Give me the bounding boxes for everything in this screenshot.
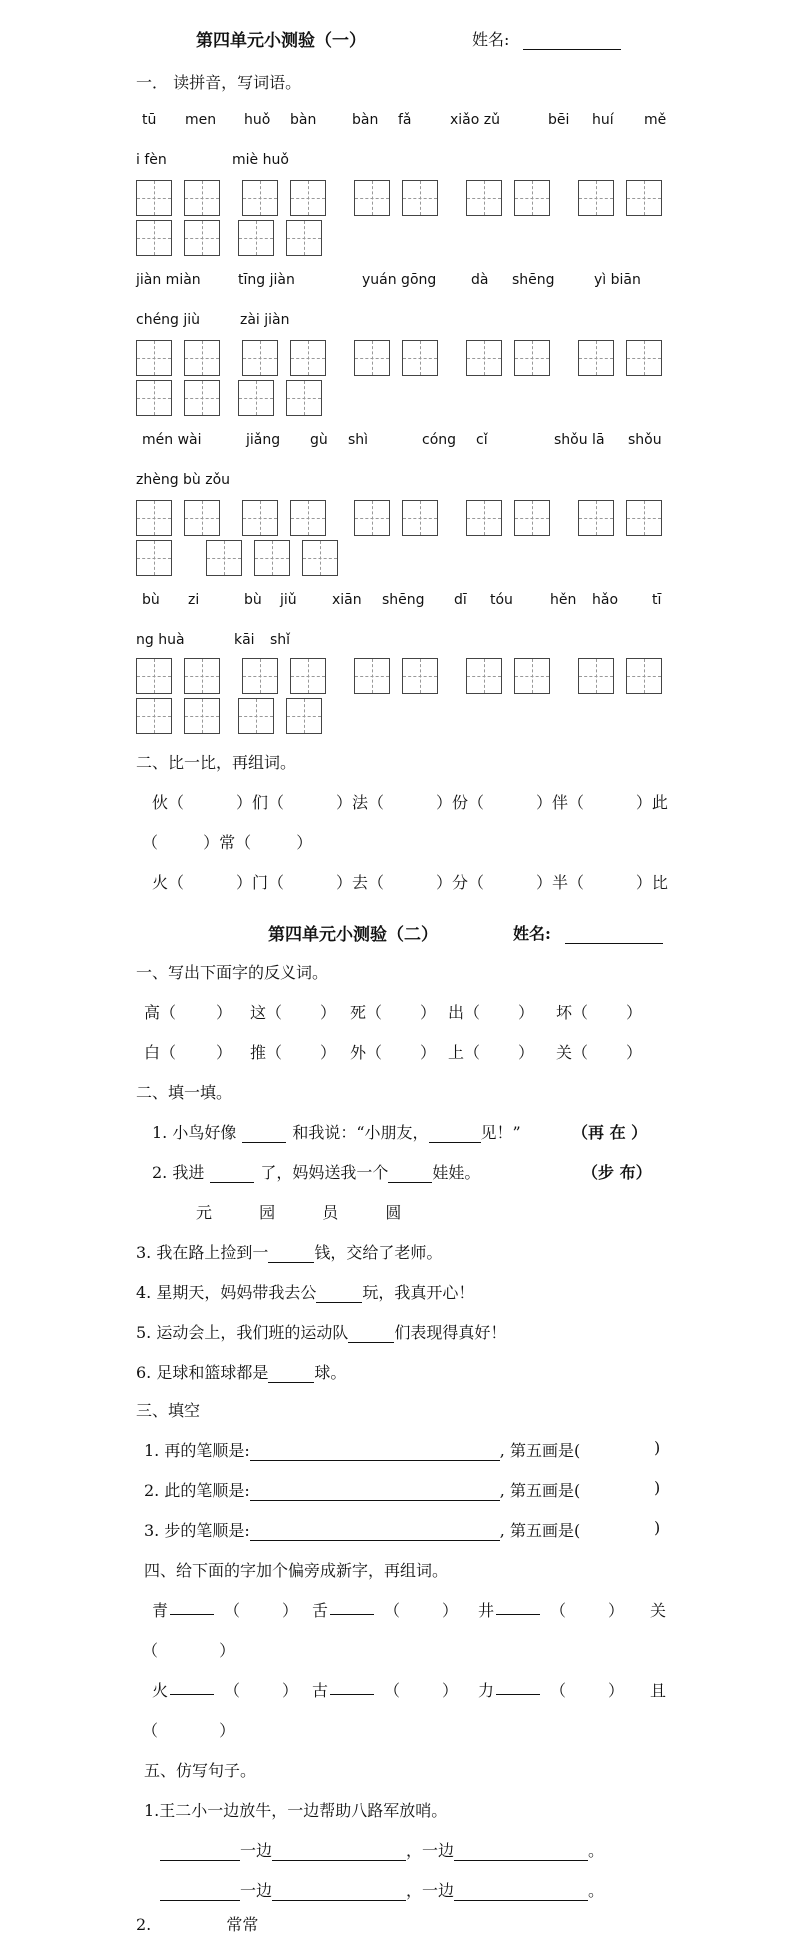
compare-item[interactable]: 伙（	[152, 793, 185, 812]
stroke-blank[interactable]	[250, 1524, 500, 1541]
imitation-text: 。	[588, 1881, 605, 1900]
radical-blank[interactable]	[170, 1598, 214, 1615]
pinyin-syllable: tóu	[490, 592, 513, 608]
fill-item-3	[136, 1240, 442, 1263]
pinyin-syllable: hěn	[550, 592, 577, 608]
writing-cell[interactable]	[184, 380, 220, 416]
writing-cell[interactable]	[206, 540, 242, 576]
stroke-tail: , 第五画是(	[499, 1481, 581, 1500]
writing-cell[interactable]	[626, 500, 662, 536]
writing-cell[interactable]	[238, 380, 274, 416]
pinyin-syllable: bù	[142, 592, 160, 608]
pinyin-syllable: bàn	[352, 112, 379, 128]
antonym-item: 关（	[556, 1043, 589, 1062]
pinyin-syllable: men	[185, 112, 217, 128]
writing-cell[interactable]	[578, 180, 614, 216]
writing-cell[interactable]	[354, 658, 390, 694]
fill-blank[interactable]	[268, 1246, 314, 1263]
writing-cell[interactable]	[136, 500, 172, 536]
antonym-row	[144, 1000, 664, 1020]
writing-cell[interactable]	[578, 340, 614, 376]
pinyin-syllable: tīng jiàn	[238, 272, 295, 288]
radical-paren[interactable]: ）	[608, 1601, 625, 1620]
antonym-item: 坏（	[556, 1003, 589, 1022]
writing-cell[interactable]	[290, 340, 326, 376]
imitation-text: 。	[588, 1841, 605, 1860]
writing-cell[interactable]	[626, 340, 662, 376]
writing-cell[interactable]	[578, 658, 614, 694]
writing-cell[interactable]	[136, 180, 172, 216]
pinyin-syllable: zài jiàn	[240, 312, 290, 328]
pinyin-syllable: mě	[644, 112, 667, 128]
fill-blank[interactable]	[268, 1366, 314, 1383]
stroke-item	[144, 1438, 664, 1461]
quiz2-section1-title: 一、写出下面字的反义词。	[136, 963, 329, 982]
fill-1-choices: （再 在 ）	[572, 1123, 648, 1142]
quiz1-title: 第四单元小测验（一）	[196, 31, 366, 51]
fill-text: 见！”	[480, 1123, 521, 1142]
stroke-blank[interactable]	[250, 1444, 500, 1461]
writing-cell[interactable]	[402, 180, 438, 216]
item-word: 常常	[226, 1915, 259, 1934]
imitation-line	[160, 1838, 604, 1861]
writing-cell[interactable]	[290, 658, 326, 694]
writing-cell[interactable]	[578, 500, 614, 536]
pinyin-syllable: cóng	[422, 432, 457, 448]
pinyin-syllable: hǎo	[592, 592, 619, 608]
compare-row-continued	[142, 830, 312, 853]
radical-paren[interactable]: ）	[442, 1601, 459, 1620]
name-label: 姓名:	[513, 924, 551, 943]
writing-cell[interactable]	[286, 698, 322, 734]
radical-paren[interactable]: ）	[282, 1601, 299, 1620]
antonym-paren[interactable]: ）	[216, 1043, 233, 1062]
quiz1-section2-title: 二、比一比，再组词。	[136, 753, 297, 772]
radical-paren[interactable]: （	[384, 1681, 401, 1700]
fill-blank[interactable]	[316, 1286, 362, 1303]
imitation-line	[160, 1878, 604, 1901]
pinyin-syllable: jiǔ	[280, 592, 297, 608]
antonym-item: 高（	[144, 1003, 177, 1022]
compare-item[interactable]: ）	[296, 833, 313, 852]
radical-blank[interactable]	[170, 1678, 214, 1695]
fill-text: 2. 我进	[152, 1163, 205, 1182]
quiz2-section3-title: 三、填空	[136, 1401, 201, 1420]
pinyin-syllable: mén wài	[142, 432, 202, 448]
writing-cell[interactable]	[136, 658, 172, 694]
pinyin-syllable: dà	[471, 272, 489, 288]
writing-cell[interactable]	[184, 180, 220, 216]
radical-char: 古	[312, 1681, 329, 1700]
compare-item[interactable]: ）们（	[235, 793, 284, 812]
stroke-item	[144, 1518, 664, 1541]
writing-cell[interactable]	[238, 220, 274, 256]
imitation-blank[interactable]	[454, 1844, 588, 1861]
pinyin-syllable: jiǎng	[246, 432, 281, 448]
writing-cell[interactable]	[626, 180, 662, 216]
compare-item[interactable]: ）半（	[535, 873, 584, 892]
compare-item[interactable]: ）份（	[435, 793, 484, 812]
imitation-text: 一边	[240, 1841, 273, 1860]
fill-text: 了，妈妈送我一个	[260, 1163, 389, 1182]
radical-blank[interactable]	[496, 1678, 540, 1695]
pinyin-syllable: huí	[592, 112, 614, 128]
radical-paren[interactable]: ）	[608, 1681, 625, 1700]
pinyin-syllable: gù	[310, 432, 328, 448]
fill-blank[interactable]	[429, 1126, 481, 1143]
pinyin-syllable: yuán gōng	[362, 272, 437, 288]
pinyin-syllable: bàn	[290, 112, 317, 128]
word-choice: 员	[322, 1203, 339, 1222]
stroke-num: 3.	[144, 1521, 160, 1540]
writing-cell[interactable]	[514, 658, 550, 694]
pinyin-syllable: shǒu lā	[554, 432, 605, 448]
antonym-paren[interactable]: ）	[216, 1003, 233, 1022]
pinyin-syllable: bēi	[548, 112, 570, 128]
writing-cell[interactable]	[402, 340, 438, 376]
writing-cell[interactable]	[242, 180, 278, 216]
name-blank[interactable]	[523, 33, 621, 50]
radical-paren[interactable]: （	[550, 1601, 567, 1620]
pinyin-syllable: tū	[142, 112, 157, 128]
compare-item[interactable]: ）分（	[435, 873, 484, 892]
radical-paren[interactable]: （	[384, 1601, 401, 1620]
stroke-label: 再的笔顺是:	[164, 1441, 250, 1460]
writing-cell[interactable]	[184, 658, 220, 694]
fill-item-6	[136, 1360, 346, 1383]
fill-item-2	[152, 1160, 480, 1183]
writing-cell[interactable]	[402, 658, 438, 694]
fill-text: 和我说：“小朋友，	[292, 1123, 429, 1142]
antonym-item: 推（	[250, 1043, 283, 1062]
fill-text: 4. 星期天，妈妈带我去公	[136, 1283, 317, 1302]
radical-paren[interactable]: （	[142, 1721, 159, 1740]
radical-paren[interactable]: ）	[219, 1641, 236, 1660]
fill-2-choices: （步 布）	[582, 1163, 652, 1182]
antonym-item: 这（	[250, 1003, 283, 1022]
pinyin-syllable: tī	[652, 592, 662, 608]
fill-blank[interactable]	[388, 1166, 432, 1183]
compare-item[interactable]: ）去（	[335, 873, 384, 892]
radical-char: 舌	[312, 1601, 329, 1620]
writing-cell[interactable]	[402, 500, 438, 536]
writing-cell[interactable]	[514, 500, 550, 536]
radical-char: 关	[650, 1601, 667, 1620]
stroke-tail: , 第五画是(	[499, 1441, 581, 1460]
antonym-item: 死（	[350, 1003, 383, 1022]
pinyin-syllable: xiān	[332, 592, 362, 608]
fill-item-1	[152, 1120, 521, 1143]
stroke-label: 步的笔顺是:	[164, 1521, 250, 1540]
writing-cell[interactable]	[136, 698, 172, 734]
writing-cell[interactable]	[136, 380, 172, 416]
pinyin-syllable: huǒ	[244, 112, 271, 128]
stroke-paren[interactable]: )	[654, 1478, 661, 1497]
writing-cell[interactable]	[626, 658, 662, 694]
stroke-num: 1.	[144, 1441, 160, 1460]
imitation-text: 一边	[240, 1881, 273, 1900]
imitation-blank[interactable]	[454, 1884, 588, 1901]
antonym-item: 上（	[448, 1043, 481, 1062]
antonym-paren[interactable]: ）	[420, 1043, 437, 1062]
radical-row	[152, 1678, 672, 1698]
antonym-paren[interactable]: ）	[320, 1043, 337, 1062]
imitation-text: 一边	[422, 1841, 455, 1860]
pinyin-syllable: zhèng bù zǒu	[136, 472, 231, 488]
pinyin-syllable: chéng jiù	[136, 312, 201, 328]
writing-cell[interactable]	[184, 698, 220, 734]
radical-row-continued	[142, 1638, 235, 1661]
quiz2-section4-title: 四、给下面的字加个偏旁成新字，再组词。	[144, 1561, 449, 1580]
stroke-paren[interactable]: )	[654, 1438, 661, 1457]
radical-char: 井	[478, 1601, 495, 1620]
compare-item[interactable]: ）门（	[235, 873, 284, 892]
stroke-tail: , 第五画是(	[499, 1521, 581, 1540]
radical-paren[interactable]: ）	[282, 1681, 299, 1700]
quiz2-title: 第四单元小测验（二）	[268, 925, 438, 945]
antonym-paren[interactable]: ）	[518, 1043, 535, 1062]
compare-item[interactable]: 火（	[152, 873, 185, 892]
pinyin-syllable: zi	[188, 592, 200, 608]
radical-paren[interactable]: （	[142, 1641, 159, 1660]
writing-cell[interactable]	[466, 658, 502, 694]
name-label: 姓名:	[472, 30, 510, 49]
radical-paren[interactable]: （	[550, 1681, 567, 1700]
fill-text: 钱，交给了老师。	[314, 1243, 443, 1262]
pinyin-syllable: dī	[454, 592, 467, 608]
radical-paren[interactable]: ）	[219, 1721, 236, 1740]
radical-blank[interactable]	[330, 1598, 374, 1615]
fill-blank[interactable]	[242, 1126, 286, 1143]
word-choice: 元	[196, 1203, 213, 1222]
antonym-paren[interactable]: ）	[518, 1003, 535, 1022]
example-sentence: 1.王二小一边放牛，一边帮助八路军放哨。	[144, 1801, 448, 1820]
pinyin-syllable: xiǎo zǔ	[450, 112, 500, 128]
writing-cell[interactable]	[242, 500, 278, 536]
radical-row-continued	[142, 1718, 235, 1741]
pinyin-syllable: ng huà	[136, 632, 185, 648]
radical-paren[interactable]: （	[224, 1681, 241, 1700]
pinyin-syllable: fǎ	[398, 112, 412, 128]
antonym-item: 出（	[448, 1003, 481, 1022]
writing-cell[interactable]	[184, 340, 220, 376]
name-blank[interactable]	[565, 927, 663, 944]
pinyin-syllable: shì	[348, 432, 369, 448]
antonym-row	[144, 1040, 664, 1060]
radical-blank[interactable]	[496, 1598, 540, 1615]
antonym-item: 外（	[350, 1043, 383, 1062]
writing-cell[interactable]	[184, 220, 220, 256]
imitation-blank[interactable]	[272, 1884, 406, 1901]
radical-blank[interactable]	[330, 1678, 374, 1695]
pinyin-syllable: kāi	[234, 632, 255, 648]
word-choice: 圆	[385, 1203, 402, 1222]
imitation-blank[interactable]	[160, 1884, 240, 1901]
stroke-item	[144, 1478, 664, 1501]
radical-char: 火	[152, 1681, 169, 1700]
pinyin-syllable: shēng	[512, 272, 555, 288]
radical-paren[interactable]: ）	[442, 1681, 459, 1700]
fill-text: 娃娃。	[432, 1163, 481, 1182]
compare-row	[152, 870, 668, 893]
stroke-num: 2.	[144, 1481, 160, 1500]
writing-cell[interactable]	[466, 180, 502, 216]
compare-item[interactable]: ）法（	[335, 793, 384, 812]
stroke-blank[interactable]	[250, 1484, 500, 1501]
imitation-blank[interactable]	[272, 1844, 406, 1861]
stroke-label: 此的笔顺是:	[164, 1481, 250, 1500]
compare-item[interactable]: ）常（	[203, 833, 252, 852]
imitation-blank[interactable]	[160, 1844, 240, 1861]
writing-cell[interactable]	[136, 340, 172, 376]
fill-text: 1. 小鸟好像	[152, 1123, 237, 1142]
radical-paren[interactable]: （	[224, 1601, 241, 1620]
writing-cell[interactable]	[466, 340, 502, 376]
fill-text: 玩，我真开心！	[362, 1283, 475, 1302]
pinyin-syllable: bù	[244, 592, 262, 608]
radical-row	[152, 1598, 672, 1618]
fill-text: 球。	[314, 1363, 347, 1382]
fill-item-4	[136, 1280, 474, 1303]
quiz1-section1-title: 一． 读拼音，写词语。	[136, 73, 302, 92]
writing-cell[interactable]	[242, 658, 278, 694]
antonym-item: 白（	[144, 1043, 177, 1062]
antonym-paren[interactable]: ）	[626, 1003, 643, 1022]
compare-row	[152, 790, 668, 813]
writing-cell[interactable]	[354, 340, 390, 376]
imitation-text: ，	[406, 1841, 423, 1860]
fill-blank[interactable]	[348, 1326, 394, 1343]
writing-cell[interactable]	[290, 180, 326, 216]
radical-char: 青	[152, 1601, 169, 1620]
compare-item[interactable]: ）此	[635, 793, 668, 812]
writing-cell[interactable]	[354, 180, 390, 216]
pinyin-syllable: shǐ	[270, 632, 291, 648]
writing-cell[interactable]	[466, 500, 502, 536]
imitation-text: 一边	[422, 1881, 455, 1900]
word-choices	[196, 1200, 401, 1223]
imitation-text: ，	[406, 1881, 423, 1900]
pinyin-syllable: shēng	[382, 592, 425, 608]
antonym-paren[interactable]: ）	[626, 1043, 643, 1062]
word-choice: 园	[259, 1203, 276, 1222]
pinyin-syllable: i fèn	[136, 152, 167, 168]
stroke-paren[interactable]: )	[654, 1518, 661, 1537]
writing-cell[interactable]	[136, 540, 172, 576]
writing-cell[interactable]	[290, 500, 326, 536]
writing-cell[interactable]	[238, 698, 274, 734]
quiz2-section2-title: 二、填一填。	[136, 1083, 233, 1102]
writing-cell[interactable]	[254, 540, 290, 576]
writing-cell[interactable]	[354, 500, 390, 536]
writing-cell[interactable]	[286, 380, 322, 416]
pinyin-syllable: shǒu	[628, 432, 662, 448]
writing-cell[interactable]	[286, 220, 322, 256]
item-num: 2.	[136, 1915, 152, 1934]
pinyin-syllable: yì biān	[594, 272, 641, 288]
writing-cell[interactable]	[184, 500, 220, 536]
writing-cell[interactable]	[136, 220, 172, 256]
antonym-paren[interactable]: ）	[320, 1003, 337, 1022]
radical-char: 且	[650, 1681, 667, 1700]
writing-cell[interactable]	[514, 340, 550, 376]
fill-text: 5. 运动会上，我们班的运动队	[136, 1323, 349, 1342]
fill-blank[interactable]	[210, 1166, 254, 1183]
fill-text: 3. 我在路上捡到一	[136, 1243, 269, 1262]
pinyin-syllable: miè huǒ	[232, 152, 289, 168]
pinyin-syllable: jiàn miàn	[136, 272, 201, 288]
antonym-paren[interactable]: ）	[420, 1003, 437, 1022]
writing-cell[interactable]	[302, 540, 338, 576]
fill-item-5	[136, 1320, 506, 1343]
pinyin-syllable: cǐ	[476, 432, 488, 448]
compare-item[interactable]: （	[142, 833, 159, 852]
quiz1-name-label	[472, 27, 621, 50]
compare-item[interactable]: ）伴（	[535, 793, 584, 812]
quiz2-section5-title: 五、仿写句子。	[144, 1761, 257, 1780]
fill-text: 6. 足球和篮球都是	[136, 1363, 269, 1382]
radical-char: 力	[478, 1681, 495, 1700]
fill-text: 们表现得真好！	[394, 1323, 507, 1342]
compare-item[interactable]: ）比	[635, 873, 668, 892]
writing-cell[interactable]	[514, 180, 550, 216]
quiz2-name-label	[513, 921, 663, 944]
writing-cell[interactable]	[242, 340, 278, 376]
